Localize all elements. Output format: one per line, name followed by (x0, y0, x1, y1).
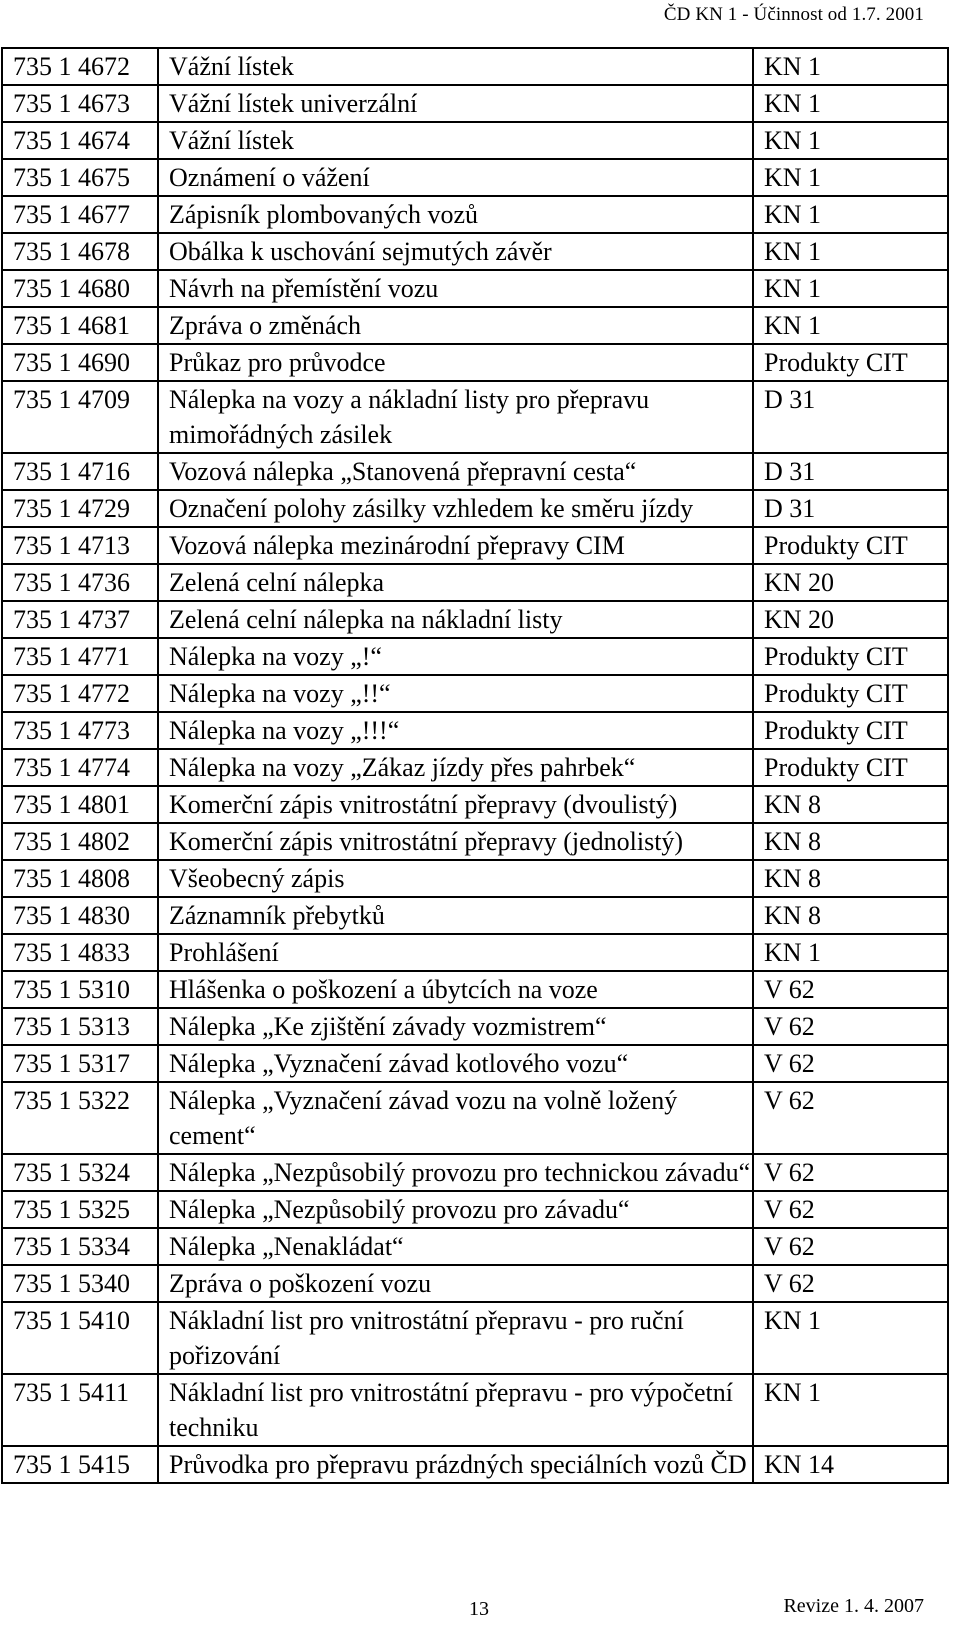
table-row (2, 934, 948, 971)
form-description-cell: Záznamník přebytků (158, 897, 753, 934)
form-description-cell: Průkaz pro průvodce (158, 344, 753, 381)
form-code-cell: 735 1 4673 (2, 85, 158, 122)
form-code-cell: 735 1 4772 (2, 675, 158, 712)
regulation-cell: V 62 (753, 971, 948, 1008)
form-code-cell: 735 1 4677 (2, 196, 158, 233)
regulation-cell: KN 20 (753, 601, 948, 638)
form-code-cell: 735 1 5340 (2, 1265, 158, 1302)
form-description-cell: Nálepka „Vyznačení závad kotlového vozu“ (158, 1045, 753, 1082)
form-code-cell: 735 1 4833 (2, 934, 158, 971)
form-code-cell: 735 1 4808 (2, 860, 158, 897)
table-row (2, 897, 948, 934)
form-code-cell: 735 1 4709 (2, 381, 158, 453)
form-description-cell: Všeobecný zápis (158, 860, 753, 897)
form-code-cell: 735 1 4737 (2, 601, 158, 638)
form-code-cell: 735 1 4802 (2, 823, 158, 860)
table-row (2, 1045, 948, 1082)
form-description-cell: Nákladní list pro vnitrostátní přepravu - pro výpočetní techniku (158, 1374, 753, 1446)
table-row (2, 749, 948, 786)
form-code-cell: 735 1 5410 (2, 1302, 158, 1374)
form-description-cell: Nálepka na vozy „!!!“ (158, 712, 753, 749)
table-row (2, 1374, 948, 1446)
table-row (2, 601, 948, 638)
form-description-cell: Vozová nálepka mezinárodní přepravy CIM (158, 527, 753, 564)
form-code-cell: 735 1 5415 (2, 1446, 158, 1483)
form-code-cell: 735 1 4713 (2, 527, 158, 564)
form-code-cell: 735 1 4681 (2, 307, 158, 344)
table-row (2, 344, 948, 381)
table-row (2, 85, 948, 122)
table-row (2, 490, 948, 527)
form-code-cell: 735 1 4680 (2, 270, 158, 307)
form-description-cell: Vozová nálepka „Stanovená přepravní cesta“ (158, 453, 753, 490)
form-description-cell: Zelená celní nálepka na nákladní listy (158, 601, 753, 638)
form-code-cell: 735 1 4690 (2, 344, 158, 381)
regulation-cell: V 62 (753, 1082, 948, 1154)
regulation-cell: V 62 (753, 1228, 948, 1265)
form-description-cell: Vážní lístek (158, 122, 753, 159)
table-row (2, 1191, 948, 1228)
table-body (2, 48, 948, 1483)
document-header: ČD KN 1 - Účinnost od 1.7. 2001 (663, 4, 924, 25)
revision-date: Revize 1. 4. 2007 (783, 1595, 924, 1617)
regulation-cell: V 62 (753, 1008, 948, 1045)
regulation-cell: KN 1 (753, 307, 948, 344)
form-code-cell: 735 1 4771 (2, 638, 158, 675)
form-description-cell: Nálepka na vozy „!“ (158, 638, 753, 675)
form-description-cell: Oznámení o vážení (158, 159, 753, 196)
form-description-cell: Nálepka na vozy „!!“ (158, 675, 753, 712)
regulation-cell: KN 8 (753, 786, 948, 823)
form-code-cell: 735 1 4672 (2, 48, 158, 85)
form-description-cell: Nálepka „Nenakládat“ (158, 1228, 753, 1265)
regulation-cell: KN 1 (753, 1302, 948, 1374)
table-row (2, 675, 948, 712)
regulation-cell: V 62 (753, 1154, 948, 1191)
regulation-cell: Produkty CIT (753, 527, 948, 564)
form-code-cell: 735 1 4830 (2, 897, 158, 934)
form-description-cell: Nálepka na vozy „Zákaz jízdy přes pahrbek“ (158, 749, 753, 786)
form-description-cell: Nálepka „Vyznačení závad vozu na volně ložený cement“ (158, 1082, 753, 1154)
regulation-cell: KN 1 (753, 85, 948, 122)
form-code-cell: 735 1 5324 (2, 1154, 158, 1191)
form-code-cell: 735 1 5411 (2, 1374, 158, 1446)
regulation-cell: KN 8 (753, 897, 948, 934)
form-description-cell: Nálepka na vozy a nákladní listy pro přepravu mimořádných zásilek (158, 381, 753, 453)
form-description-cell: Zpráva o poškození vozu (158, 1265, 753, 1302)
table-row (2, 453, 948, 490)
regulation-cell: KN 1 (753, 48, 948, 85)
regulation-cell: KN 1 (753, 1374, 948, 1446)
regulation-cell: KN 20 (753, 564, 948, 601)
regulation-cell: V 62 (753, 1191, 948, 1228)
form-code-cell: 735 1 4774 (2, 749, 158, 786)
regulation-cell: KN 1 (753, 233, 948, 270)
form-code-cell: 735 1 5317 (2, 1045, 158, 1082)
form-code-cell: 735 1 4716 (2, 453, 158, 490)
table-row (2, 159, 948, 196)
form-description-cell: Zápisník plombovaných vozů (158, 196, 753, 233)
form-description-cell: Zelená celní nálepka (158, 564, 753, 601)
regulation-cell: Produkty CIT (753, 638, 948, 675)
table-row (2, 1302, 948, 1374)
regulation-cell: KN 14 (753, 1446, 948, 1483)
table-row (2, 196, 948, 233)
table-row (2, 638, 948, 675)
table-row (2, 233, 948, 270)
form-code-cell: 735 1 4678 (2, 233, 158, 270)
form-description-cell: Zpráva o změnách (158, 307, 753, 344)
form-description-cell: Vážní lístek univerzální (158, 85, 753, 122)
form-description-cell: Prohlášení (158, 934, 753, 971)
form-code-cell: 735 1 5313 (2, 1008, 158, 1045)
regulation-cell: KN 1 (753, 934, 948, 971)
form-description-cell: Nákladní list pro vnitrostátní přepravu - pro ruční pořizování (158, 1302, 753, 1374)
table-row (2, 1154, 948, 1191)
table-row (2, 1446, 948, 1483)
table-row (2, 122, 948, 159)
form-description-cell: Obálka k uschování sejmutých závěr (158, 233, 753, 270)
form-description-cell: Nálepka „Ke zjištění závady vozmistrem“ (158, 1008, 753, 1045)
table-row (2, 1228, 948, 1265)
form-description-cell: Nálepka „Nezpůsobilý provozu pro technickou závadu“ (158, 1154, 753, 1191)
form-code-cell: 735 1 4801 (2, 786, 158, 823)
form-description-cell: Komerční zápis vnitrostátní přepravy (jednolistý) (158, 823, 753, 860)
table-row (2, 270, 948, 307)
regulation-cell: KN 1 (753, 159, 948, 196)
table-row (2, 823, 948, 860)
page-number: 13 (469, 1598, 489, 1620)
form-code-cell: 735 1 4675 (2, 159, 158, 196)
regulation-cell: KN 1 (753, 270, 948, 307)
form-description-cell: Hlášenka o poškození a úbytcích na voze (158, 971, 753, 1008)
regulation-cell: D 31 (753, 381, 948, 453)
regulation-cell: KN 8 (753, 860, 948, 897)
table-row (2, 48, 948, 85)
regulation-cell: KN 1 (753, 122, 948, 159)
table-row (2, 1265, 948, 1302)
table-row (2, 786, 948, 823)
table-row (2, 1008, 948, 1045)
table-row (2, 860, 948, 897)
table-row (2, 971, 948, 1008)
regulation-cell: V 62 (753, 1265, 948, 1302)
form-code-cell: 735 1 4729 (2, 490, 158, 527)
form-description-cell: Průvodka pro přepravu prázdných speciálních vozů ČD (158, 1446, 753, 1483)
regulation-cell: KN 1 (753, 196, 948, 233)
regulation-cell: Produkty CIT (753, 749, 948, 786)
form-description-cell: Označení polohy zásilky vzhledem ke směru jízdy (158, 490, 753, 527)
form-code-cell: 735 1 5334 (2, 1228, 158, 1265)
table-row (2, 307, 948, 344)
regulation-cell: D 31 (753, 490, 948, 527)
form-code-cell: 735 1 4773 (2, 712, 158, 749)
table-row (2, 381, 948, 453)
form-code-cell: 735 1 5310 (2, 971, 158, 1008)
form-description-cell: Návrh na přemístění vozu (158, 270, 753, 307)
table-row (2, 712, 948, 749)
regulation-cell: Produkty CIT (753, 344, 948, 381)
form-description-cell: Vážní lístek (158, 48, 753, 85)
form-code-cell: 735 1 5325 (2, 1191, 158, 1228)
table-row (2, 564, 948, 601)
regulation-cell: V 62 (753, 1045, 948, 1082)
table-row (2, 527, 948, 564)
regulation-cell: KN 8 (753, 823, 948, 860)
table-row (2, 1082, 948, 1154)
form-code-cell: 735 1 5322 (2, 1082, 158, 1154)
regulation-cell: Produkty CIT (753, 675, 948, 712)
form-code-cell: 735 1 4674 (2, 122, 158, 159)
regulation-cell: D 31 (753, 453, 948, 490)
form-description-cell: Nálepka „Nezpůsobilý provozu pro závadu“ (158, 1191, 753, 1228)
form-code-cell: 735 1 4736 (2, 564, 158, 601)
regulation-cell: Produkty CIT (753, 712, 948, 749)
form-codes-table (1, 47, 949, 1484)
form-description-cell: Komerční zápis vnitrostátní přepravy (dvoulistý) (158, 786, 753, 823)
